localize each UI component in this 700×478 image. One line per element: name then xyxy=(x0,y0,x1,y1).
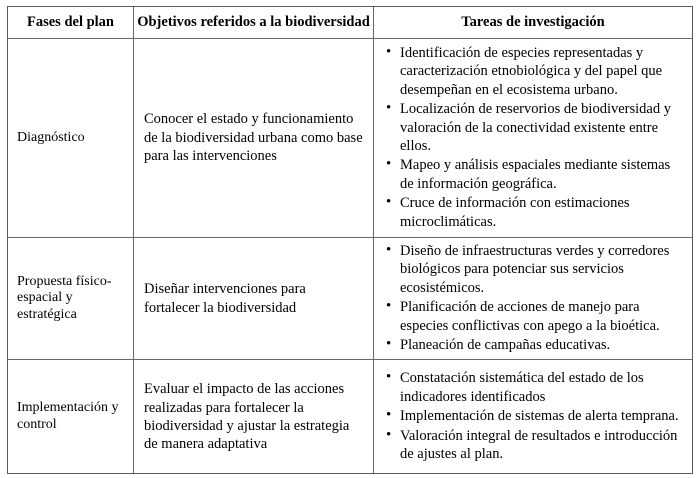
column-header-phases: Fases del plan xyxy=(8,7,134,39)
cell-tasks xyxy=(374,39,693,238)
task-list xyxy=(378,44,684,231)
task-text: Diseño de infraestructuras verdes y corredores biológicos para potenciar sus servicios ecosistémicos. xyxy=(400,243,670,296)
cell-objective: Conocer el estado y funcionamiento de la biodiversidad urbana como base para las intervenciones xyxy=(134,39,374,238)
bullet-icon: • xyxy=(386,43,392,60)
bullet-icon: • xyxy=(386,407,392,424)
task-list xyxy=(378,369,684,463)
bullet-icon: • xyxy=(386,156,392,173)
bullet-icon: • xyxy=(386,100,392,117)
cell-objective: Evaluar el impacto de las acciones realizadas para fortalecer la biodiversidad y ajustar la estrategia de manera adaptativa xyxy=(134,360,374,474)
task-list xyxy=(378,242,684,354)
task-text: Constatación sistemática del estado de los indicadores identificados xyxy=(400,370,644,405)
table-row xyxy=(8,360,693,474)
list-item xyxy=(386,298,684,335)
cell-phase: Implementación y control xyxy=(8,360,134,474)
task-text: Planificación de acciones de manejo para especies conflictivas con apego a la bioética. xyxy=(400,299,660,334)
bullet-icon: • xyxy=(386,298,392,315)
plan-phases-table xyxy=(7,6,693,474)
table-header xyxy=(8,7,693,39)
table-row xyxy=(8,238,693,360)
list-item xyxy=(386,426,684,464)
bullet-icon: • xyxy=(386,426,392,443)
task-text: Identificación de especies representadas y caracterización etnobiológica y del papel que desempeñan en el ecosistema urbano. xyxy=(400,44,663,98)
task-text: Localización de reservorios de biodiversidad y valoración de la conectividad existente entre ellos. xyxy=(400,101,671,154)
list-item xyxy=(386,156,684,193)
list-item xyxy=(386,194,684,231)
table-header-row xyxy=(8,7,693,39)
bullet-icon: • xyxy=(386,242,392,258)
list-item xyxy=(386,336,684,354)
list-item xyxy=(386,369,684,406)
task-text: Planeación de campañas educativas. xyxy=(400,337,611,354)
bullet-icon: • xyxy=(386,194,392,211)
list-item xyxy=(386,242,684,297)
list-item xyxy=(386,407,684,425)
cell-phase: Propuesta físico-espacial y estratégica xyxy=(8,238,134,360)
cell-tasks xyxy=(374,360,693,474)
task-text: Valoración integral de resultados e introducción de ajustes al plan. xyxy=(400,427,678,463)
task-text: Implementación de sistemas de alerta temprana. xyxy=(400,408,679,425)
bullet-icon: • xyxy=(386,336,392,353)
column-header-tasks: Tareas de investigación xyxy=(374,7,693,39)
cell-objective: Diseñar intervenciones para fortalecer la biodiversidad xyxy=(134,238,374,360)
cell-tasks xyxy=(374,238,693,360)
table-body xyxy=(8,39,693,474)
task-text: Mapeo y análisis espaciales mediante sistemas de información geográfica. xyxy=(400,157,671,192)
column-header-objectives: Objetivos referidos a la biodiversidad xyxy=(134,7,374,39)
list-item xyxy=(386,100,684,155)
list-item xyxy=(386,43,684,99)
task-text: Cruce de información con estimaciones microclimáticas. xyxy=(400,195,630,230)
cell-phase: Diagnóstico xyxy=(8,39,134,238)
bullet-icon: • xyxy=(386,369,392,386)
table-row xyxy=(8,39,693,238)
